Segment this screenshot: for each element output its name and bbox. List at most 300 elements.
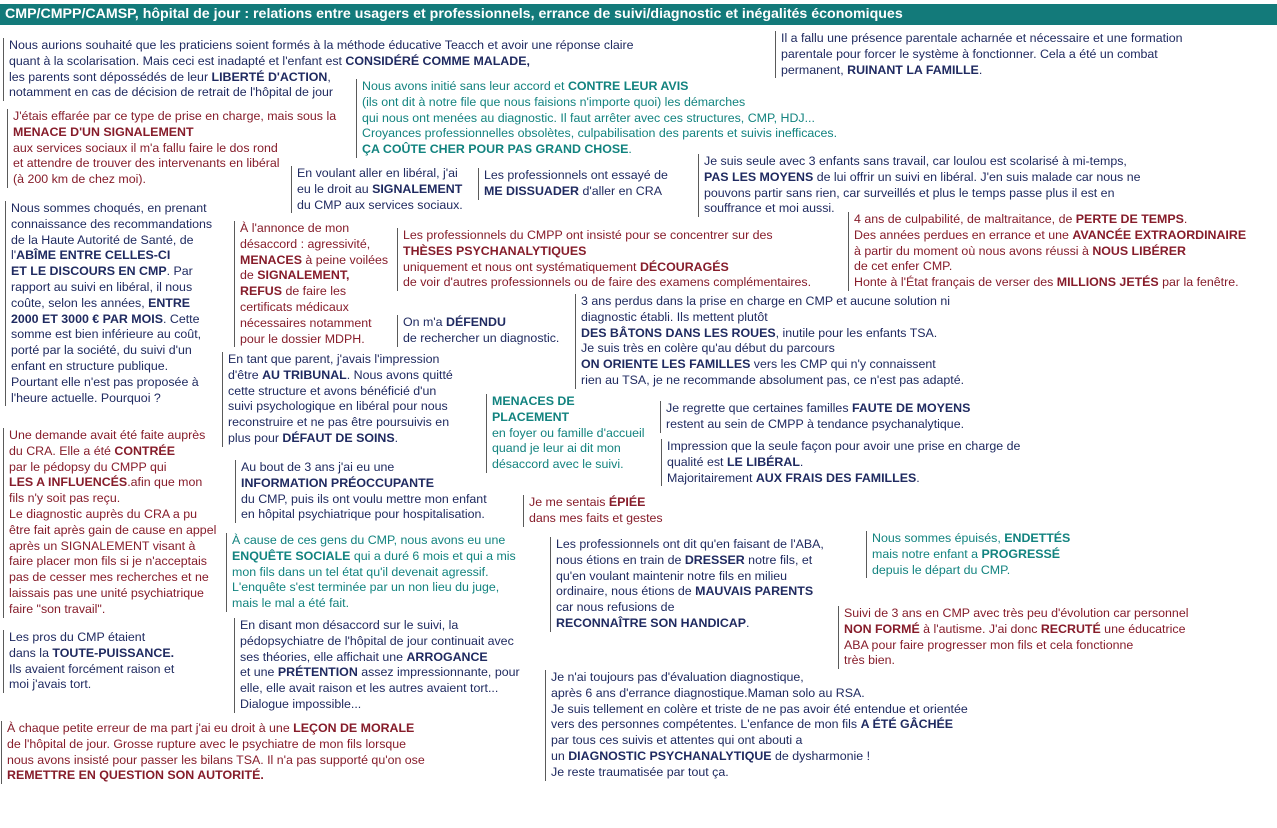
emphasis-text: SIGNALEMENT [372, 181, 463, 196]
quote-line [581, 326, 964, 342]
quote-text: assez impressionnante, pour [357, 665, 520, 680]
quote-text: permanent, [781, 62, 848, 77]
quote-text: d'être [228, 367, 263, 382]
quote-line [240, 697, 520, 713]
quote-text: plus pour [228, 430, 283, 445]
quote-line [9, 38, 634, 54]
quote-line [240, 618, 520, 634]
quote-non-forme [838, 606, 1188, 669]
emphasis-text: NON FORMÉ [844, 621, 920, 636]
quote-line [529, 511, 663, 527]
quote-text: Je me sentais [529, 495, 609, 509]
emphasis-text: ABÎME ENTRE CELLES-CI [16, 248, 171, 263]
quote-line [11, 359, 212, 375]
quote-faute-moyens [660, 401, 970, 433]
quote-line [297, 166, 463, 182]
quote-text: . [746, 615, 750, 630]
quote-line [232, 549, 516, 565]
emphasis-text: ET LE DISCOURS EN CMP [11, 264, 167, 279]
quote-menaces-placement [486, 394, 645, 473]
emphasis-text: CONTRE LEUR AVIS [567, 79, 689, 93]
quote-text: l' [11, 248, 17, 263]
quote-text: . [394, 430, 399, 445]
quote-text: elle, elle avait raison et les autres avaient tort... [240, 681, 499, 696]
emphasis-text: DRESSER [684, 552, 745, 567]
quote-text: Au bout de 3 ans j'ai eu une [241, 460, 395, 474]
quote-line [13, 141, 336, 157]
quote-line [9, 523, 216, 539]
quote-theses [397, 228, 811, 291]
quote-text: pour le dossier MDPH. [240, 331, 365, 346]
quote-text: l'heure actuelle. Pourquoi ? [11, 390, 161, 405]
quote-text: . [1183, 212, 1188, 226]
quote-text: certificats médicaux [240, 299, 349, 314]
quote-effaree [7, 109, 336, 188]
quote-text: J'étais effarée par ce type de prise en charge, mais sous la [13, 109, 337, 123]
quote-text: ABA pour faire progresser mon fils et cela fonctionne [844, 637, 1134, 652]
quote-line [228, 431, 453, 447]
emphasis-text: RUINANT LA FAMILLE [847, 62, 979, 77]
quote-line [362, 95, 837, 111]
emphasis-text: ENDETTÉS [1004, 531, 1071, 545]
quote-line [854, 244, 1246, 260]
emphasis-text: MENACES DE [492, 394, 575, 408]
quote-text: Pourtant elle n'est pas proposée à [11, 374, 199, 389]
quote-line [240, 284, 388, 300]
quote-text: car nous refusions de [556, 600, 675, 615]
quote-line [7, 768, 425, 784]
emphasis-text: FAUTE DE MOYENS [851, 401, 971, 415]
quote-text: ses théories, elle affichait une [240, 649, 407, 664]
quote-text: par le pédopsy du CMPP qui [9, 459, 167, 474]
quote-line [11, 280, 212, 296]
quote-line [551, 765, 968, 781]
quote-line [11, 248, 212, 264]
quote-text: désaccord avec le suivi. [492, 457, 624, 472]
quote-line [484, 168, 668, 184]
quote-line [11, 233, 212, 249]
emphasis-text: AU TRIBUNAL [262, 367, 347, 382]
emphasis-text: 2000 ET 3000 € PAR MOIS [11, 311, 163, 326]
quote-text: Les professionnels ont dit qu'en faisant de l'ABA, [556, 537, 824, 551]
quote-line [240, 681, 520, 697]
quote-line [232, 580, 516, 596]
quote-line [556, 553, 824, 569]
quote-text: qui a duré 6 mois et qui a mis [350, 548, 516, 563]
quote-text: dans mes faits et gestes [529, 510, 663, 525]
quote-line [11, 201, 212, 217]
quote-line [556, 584, 824, 600]
page-title: CMP/CMPP/CAMSP, hôpital de jour : relations entre usagers et professionnels, errance de suivi/diagnostic et inégalités économiques [0, 4, 1277, 25]
quote-line [241, 460, 487, 476]
quote-line [854, 228, 1246, 244]
quote-text: . [628, 142, 632, 157]
emphasis-text: LEÇON DE MORALE [293, 721, 415, 735]
quote-line [666, 401, 970, 417]
quote-text: laissais pas une unité psychiatrique [9, 585, 204, 600]
quote-text: Ils avaient forcément raison et [9, 661, 175, 676]
quote-line [551, 702, 968, 718]
quote-line [581, 294, 964, 310]
quote-text: nécessaires notamment [240, 315, 372, 330]
quote-text: (ils ont dit à notre file que nous faisions n'importe quoi) les démarches [362, 94, 746, 109]
quote-line [403, 260, 811, 276]
emphasis-text: CONSIDÉRÉ COMME MALADE, [345, 53, 530, 68]
quote-line [9, 662, 174, 678]
quote-text: rien au TSA, je ne recommande absolument pas, ce n'est pas adapté. [581, 372, 965, 387]
quote-text: qui nous ont menées au diagnostic. Il faut arrêter avec ces structures, CMP, HDJ... [362, 110, 815, 125]
quote-line [403, 228, 811, 244]
quote-line [9, 475, 216, 491]
quote-text: (à 200 km de chez moi). [13, 172, 146, 187]
quote-text: après un SIGNALEMENT visant à [9, 538, 196, 553]
quote-line [667, 471, 1020, 487]
quote-text: Une demande avait été faite auprès [9, 428, 206, 442]
quote-line [13, 109, 336, 125]
quote-text: faire "son travail". [9, 601, 106, 616]
emphasis-text: DÉFENDU [446, 315, 506, 329]
emphasis-text: ENTRE [148, 295, 191, 310]
quote-information-preoccupante [235, 460, 487, 523]
quote-text: Nous aurions souhaité que les praticiens soient formés à la méthode éducative Teacch et avoir une réponse claire [9, 38, 634, 52]
quote-line [232, 596, 516, 612]
quote-text: Je suis très en colère qu'au début du parcours [581, 341, 835, 356]
quote-text: de la Haute Autorité de Santé, de [11, 232, 194, 247]
quote-text: qu'en voulant maintenir notre fils en milieu [556, 568, 788, 583]
quote-line [297, 198, 463, 214]
quote-line [362, 111, 837, 127]
quote-line [556, 600, 824, 616]
quote-text: Nous avons initié sans leur accord et [362, 79, 568, 93]
quote-line [529, 495, 663, 511]
quote-line [844, 622, 1188, 638]
quote-line [403, 275, 811, 291]
quote-line [556, 569, 824, 585]
quote-line [872, 531, 1070, 547]
quote-line [241, 476, 487, 492]
quote-text: somme est bien inférieure au coût, [11, 327, 202, 342]
quote-text: On m'a [403, 315, 446, 329]
emphasis-text: AUX FRAIS DES FAMILLES [755, 470, 917, 485]
quote-text: par la fenêtre. [1158, 275, 1239, 290]
emphasis-text: ARROGANCE [406, 649, 488, 664]
emphasis-text: TOUTE-PUISSANCE. [52, 645, 175, 660]
quote-line [492, 426, 645, 442]
quote-text: nous avons insisté pour passer les bilans TSA. Il n'a pas supporté qu'on ose [7, 752, 425, 767]
quote-line [403, 331, 559, 347]
quote-choques [5, 201, 212, 406]
quote-le-liberal [661, 439, 1020, 486]
quote-toute-puissance [3, 630, 174, 693]
quote-line [240, 332, 388, 348]
quote-text: . [978, 62, 983, 77]
quote-line [704, 154, 1140, 170]
quote-line [7, 721, 425, 737]
emphasis-text: DES BÂTONS DANS LES ROUES [581, 325, 776, 340]
quote-text: Je suis tellement en colère et triste de ne pas avoir été entendue et orientée [551, 701, 968, 716]
emphasis-text: REFUS [240, 284, 282, 299]
quote-line [9, 539, 216, 555]
quote-text: quand je leur ai dit mon [492, 441, 621, 456]
quote-text: , [327, 69, 331, 84]
quote-line [781, 63, 1183, 79]
quote-text: parentale pour forcer le système à fonctionner. Cela a été un combat [781, 46, 1158, 61]
quote-text: Les professionnels ont essayé de [484, 168, 668, 182]
quote-line [581, 341, 964, 357]
quote-text: enfant en structure publique. [11, 358, 169, 373]
quote-line [240, 268, 388, 284]
quote-text: Croyances professionnelles obsolètes, culpabilisation des parents et suivis inefficaces. [362, 126, 838, 141]
quote-text: connaissance des recommandations [11, 216, 213, 231]
quote-line [240, 221, 388, 237]
quote-epuises [866, 531, 1070, 578]
emphasis-text: NOUS LIBÉRER [1092, 243, 1186, 258]
quote-lecon-de-morale [1, 721, 425, 784]
quote-line [11, 327, 212, 343]
quote-text: Majoritairement [667, 470, 756, 485]
quote-line [9, 586, 216, 602]
quote-errance [545, 670, 968, 781]
quote-text: notre fils, et [744, 552, 813, 567]
quote-line [9, 570, 216, 586]
quote-line [362, 126, 837, 142]
quote-text: diagnostic établi. Ils mettent plutôt [581, 309, 768, 324]
quote-text: . Cette [162, 311, 200, 326]
quote-text: Il a fallu une présence parentale acharnée et nécessaire et une formation [781, 31, 1183, 45]
emphasis-text: PRÉTENTION [277, 665, 358, 680]
quote-line [484, 184, 668, 200]
quote-text: En tant que parent, j'avais l'impression [228, 352, 440, 366]
quote-text: de voir d'autres professionnels ou de faire des examens complémentaires. [403, 275, 812, 290]
quote-text: vers des personnes compétentes. L'enfance de mon fils [551, 717, 861, 732]
quote-line [228, 384, 453, 400]
quote-text: porté par la société, du suivi d'un [11, 343, 192, 358]
quote-line [11, 312, 212, 328]
quote-line [232, 565, 516, 581]
quote-text: Je suis seule avec 3 enfants sans travail, car loulou est scolarisé à mi-temps, [704, 154, 1127, 168]
quote-text: de rechercher un diagnostic. [403, 330, 560, 345]
quote-line [492, 441, 645, 457]
quote-line [228, 352, 453, 368]
quote-text: En disant mon désaccord sur le suivi, la [240, 618, 459, 632]
quote-line [13, 172, 336, 188]
quote-text: .afin que mon [127, 475, 203, 490]
emphasis-text: DÉCOURAGÉS [639, 259, 729, 274]
quote-text: de lui offrir un suivi en libéral. J'en suis malade car nous ne [813, 169, 1141, 184]
quote-line [551, 749, 968, 765]
quote-line [11, 217, 212, 233]
quote-text: par tous ces suivis et attentes qui ont abouti a [551, 733, 803, 748]
quote-text: désaccord : agressivité, [240, 236, 371, 251]
quote-text: Nous sommes choqués, en prenant [11, 201, 207, 215]
quote-line [551, 733, 968, 749]
emphasis-text: RECRUTÉ [1040, 621, 1101, 636]
quote-text: en hôpital psychiatrique pour hospitalisation. [241, 507, 485, 522]
quote-text: Impression que la seule façon pour avoir une prise en charge de [667, 439, 1021, 453]
quote-text: du CRA. Elle a été [9, 443, 115, 458]
emphasis-text: AVANCÉE EXTRAORDINAIRE [1072, 227, 1247, 242]
quote-text: être fait après gain de cause en appel [9, 522, 217, 537]
quote-text: Le diagnostic auprès du CRA a pu [9, 506, 198, 521]
quote-line [9, 460, 216, 476]
quote-line [581, 310, 964, 326]
quote-text: aux services sociaux il m'a fallu faire le dos rond [13, 140, 278, 155]
emphasis-text: LES A INFLUENCÉS [9, 475, 128, 490]
quote-text: 3 ans perdus dans la prise en charge en CMP et aucune solution ni [581, 294, 950, 308]
quote-text: cette structure et avons bénéficié d'un [228, 383, 437, 398]
quote-line [228, 399, 453, 415]
emphasis-text: ME DISSUADER [484, 183, 580, 198]
quote-text: Dialogue impossible... [240, 696, 362, 711]
emphasis-text: ÉPIÉE [608, 495, 646, 509]
quote-line [556, 616, 824, 632]
quote-line [240, 316, 388, 332]
emphasis-text: PAS LES MOYENS [704, 169, 814, 184]
quote-line [240, 300, 388, 316]
quote-presence-parentale [775, 31, 1183, 78]
emphasis-text: ENQUÊTE SOCIALE [232, 548, 351, 563]
quote-text: rapport au suivi en libéral, il nous [11, 279, 193, 294]
quote-line [9, 677, 174, 693]
quote-line [241, 507, 487, 523]
quote-line [7, 753, 425, 769]
quote-line [362, 79, 837, 95]
quote-line [11, 343, 212, 359]
emphasis-text: CONTRÉE [114, 443, 175, 458]
quote-text: En voulant aller en libéral, j'ai [297, 166, 458, 180]
quote-text: , inutile pour les enfants TSA. [775, 325, 938, 340]
quote-text: les parents sont dépossédés de leur [9, 69, 212, 84]
quote-line [854, 212, 1246, 228]
quote-line [704, 186, 1140, 202]
emphasis-text: DIAGNOSTIC PSYCHANALYTIQUE [568, 748, 772, 763]
quote-text: à partir du moment où nous avons réussi à [854, 243, 1093, 258]
quote-text: qualité est [667, 454, 727, 469]
emphasis-text: MILLIONS JETÉS [1056, 275, 1159, 290]
quote-line [11, 296, 212, 312]
quote-line [9, 507, 216, 523]
quote-line [666, 417, 970, 433]
quote-line [7, 737, 425, 753]
quote-epiee [523, 495, 663, 527]
quote-text: très bien. [844, 653, 895, 668]
quote-text: À l'annonce de mon [240, 221, 350, 235]
quote-line [854, 275, 1246, 291]
quote-text: L'enquête s'est terminée par un non lieu du juge, [232, 580, 500, 595]
quote-text: Je reste traumatisée par tout ça. [551, 764, 729, 779]
quote-line [9, 630, 174, 646]
quote-line [781, 31, 1183, 47]
quote-arrogance [234, 618, 520, 713]
quote-line [11, 375, 212, 391]
quote-text: dans la [9, 645, 53, 660]
quote-contre-leur-avis [356, 79, 837, 158]
quote-text: . [799, 454, 804, 469]
quote-line [581, 357, 964, 373]
emphasis-text: A ÉTÉ GÂCHÉE [860, 717, 954, 732]
quote-text: 4 ans de culpabilité, de maltraitance, de [854, 212, 1076, 226]
quote-text: de dysharmonie ! [771, 748, 871, 763]
quote-line [241, 492, 487, 508]
emphasis-text: DÉFAUT DE SOINS [282, 430, 395, 445]
quote-line [704, 170, 1140, 186]
emphasis-text: SIGNALEMENT, [257, 268, 350, 283]
quote-text: restent au sein de CMPP à tendance psychanalytique. [666, 416, 965, 431]
quote-text: vers les CMP qui n'y connaissent [750, 357, 936, 372]
quote-line [11, 264, 212, 280]
quote-line [781, 47, 1183, 63]
quote-text: coûte, selon les années, [11, 295, 149, 310]
quote-text: mais le mal a été fait. [232, 596, 350, 611]
quote-text: de faire les [282, 284, 347, 299]
quote-line [872, 547, 1070, 563]
quote-line [9, 602, 216, 618]
quote-text: À cause de ces gens du CMP, nous avons eu une [232, 533, 506, 547]
quote-enquete-sociale [226, 533, 516, 612]
quote-line [492, 457, 645, 473]
quote-line [872, 563, 1070, 579]
quote-text: du CMP aux services sociaux. [297, 197, 463, 212]
quote-text: Les professionnels du CMPP ont insisté pour se concentrer sur des [403, 228, 773, 242]
quote-line [13, 125, 336, 141]
quote-text: mon fils dans un tel état qu'il devenait agressif. [232, 564, 489, 579]
emphasis-text: ON ORIENTE LES FAMILLES [581, 357, 751, 372]
quote-text: pas de cesser mes recherches et ne [9, 570, 209, 585]
quote-text: en foyer ou famille d'accueil [492, 425, 645, 440]
quote-line [667, 455, 1020, 471]
quote-line [556, 537, 824, 553]
quote-line [581, 373, 964, 389]
quote-text: du CMP, puis ils ont voulu mettre mon enfant [241, 491, 487, 506]
quote-aba [550, 537, 824, 632]
quote-batons [575, 294, 964, 389]
quote-line [240, 665, 520, 681]
quote-text: ordinaire, nous étions de [556, 584, 696, 599]
quote-text: nous étions en train de [556, 552, 685, 567]
quote-text: à l'autisme. J'ai donc [919, 621, 1041, 636]
quote-line [492, 410, 645, 426]
emphasis-text: MENACE D'UN SIGNALEMENT [13, 124, 194, 139]
quote-text: . Nous avons quitté [346, 367, 453, 382]
quote-text: Des années perdues en errance et une [854, 227, 1073, 242]
quote-line [9, 491, 216, 507]
quote-line [403, 244, 811, 260]
emphasis-text: PROGRESSÉ [981, 546, 1061, 561]
quote-text: reconstruire et ne pas être poursuivis en [228, 415, 450, 430]
quote-line [854, 259, 1246, 275]
quote-text: d'aller en CRA [579, 183, 662, 198]
emphasis-text: PLACEMENT [492, 409, 570, 424]
emphasis-text: MENACES [240, 252, 302, 267]
quote-text: Honte à l'État français de verser des [854, 275, 1057, 290]
quote-seule [698, 154, 1140, 217]
quote-text: et une [240, 665, 278, 680]
quote-line [9, 444, 216, 460]
quote-text: . Par [166, 264, 193, 279]
emphasis-text: RECONNAÎTRE SON HANDICAP [556, 615, 746, 630]
quote-line [9, 428, 216, 444]
quote-text: suivi psychologique en libéral pour nous [228, 399, 448, 414]
quote-text: quant à la scolarisation. Mais ceci est inadapté et l'enfant est [9, 53, 346, 68]
emphasis-text: PERTE DE TEMPS [1075, 212, 1184, 226]
quote-line [240, 253, 388, 269]
quote-culpabilite [848, 212, 1246, 291]
quote-text: uniquement et nous ont systématiquement [403, 259, 640, 274]
quote-line [492, 394, 645, 410]
quote-text: de [240, 268, 258, 283]
quote-tribunal [222, 352, 453, 447]
quote-line [9, 646, 174, 662]
